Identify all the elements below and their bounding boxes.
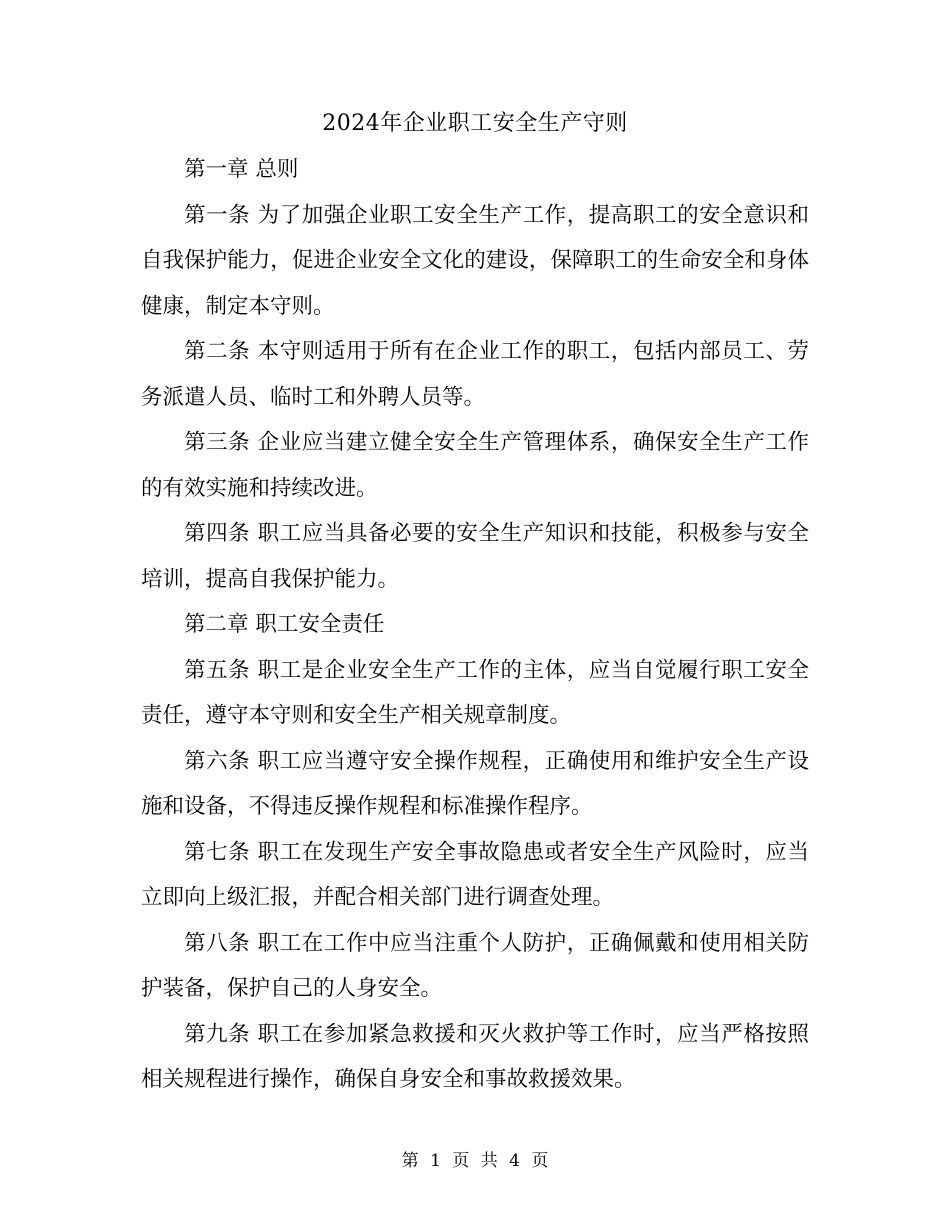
- page-number-footer: 第 1 页 共 4 页: [401, 1151, 549, 1171]
- article-paragraph: 第五条 职工是企业安全生产工作的主体，应当自觉履行职工安全责任，遵守本守则和安全生产相关规章制度。: [141, 657, 809, 728]
- article-paragraph: 第一条 为了加强企业职工安全生产工作，提高职工的安全意识和自我保护能力，促进企业安全文化的建设，保障职工的生命安全和身体健康，制定本守则。: [141, 202, 809, 319]
- article-paragraph: 第六条 职工应当遵守安全操作规程，正确使用和维护安全生产设施和设备，不得违反操作规程和标准操作程序。: [141, 748, 809, 819]
- chapter-heading: 第二章 职工安全责任: [184, 612, 385, 637]
- article-paragraph: 第八条 职工在工作中应当注重个人防护，正确佩戴和使用相关防护装备，保护自己的人身安全。: [141, 930, 809, 1001]
- document-title: 2024年企业职工安全生产守则: [322, 111, 628, 136]
- article-paragraph: 第二条 本守则适用于所有在企业工作的职工，包括内部员工、劳务派遣人员、临时工和外聘人员等。: [141, 339, 809, 410]
- document-body: [141, 147, 809, 1103]
- article-paragraph: 第七条 职工在发现生产安全事故隐患或者安全生产风险时，应当立即向上级汇报，并配合相关部门进行调查处理。: [141, 839, 809, 910]
- article-paragraph: 第九条 职工在参加紧急救援和灭火救护等工作时，应当严格按照相关规程进行操作，确保自身安全和事故救援效果。: [141, 1021, 809, 1092]
- article-paragraph: 第四条 职工应当具备必要的安全生产知识和技能，积极参与安全培训，提高自我保护能力。: [141, 521, 809, 592]
- chapter-heading: 第一章 总则: [184, 157, 299, 182]
- article-paragraph: 第三条 企业应当建立健全安全生产管理体系，确保安全生产工作的有效实施和持续改进。: [141, 430, 809, 501]
